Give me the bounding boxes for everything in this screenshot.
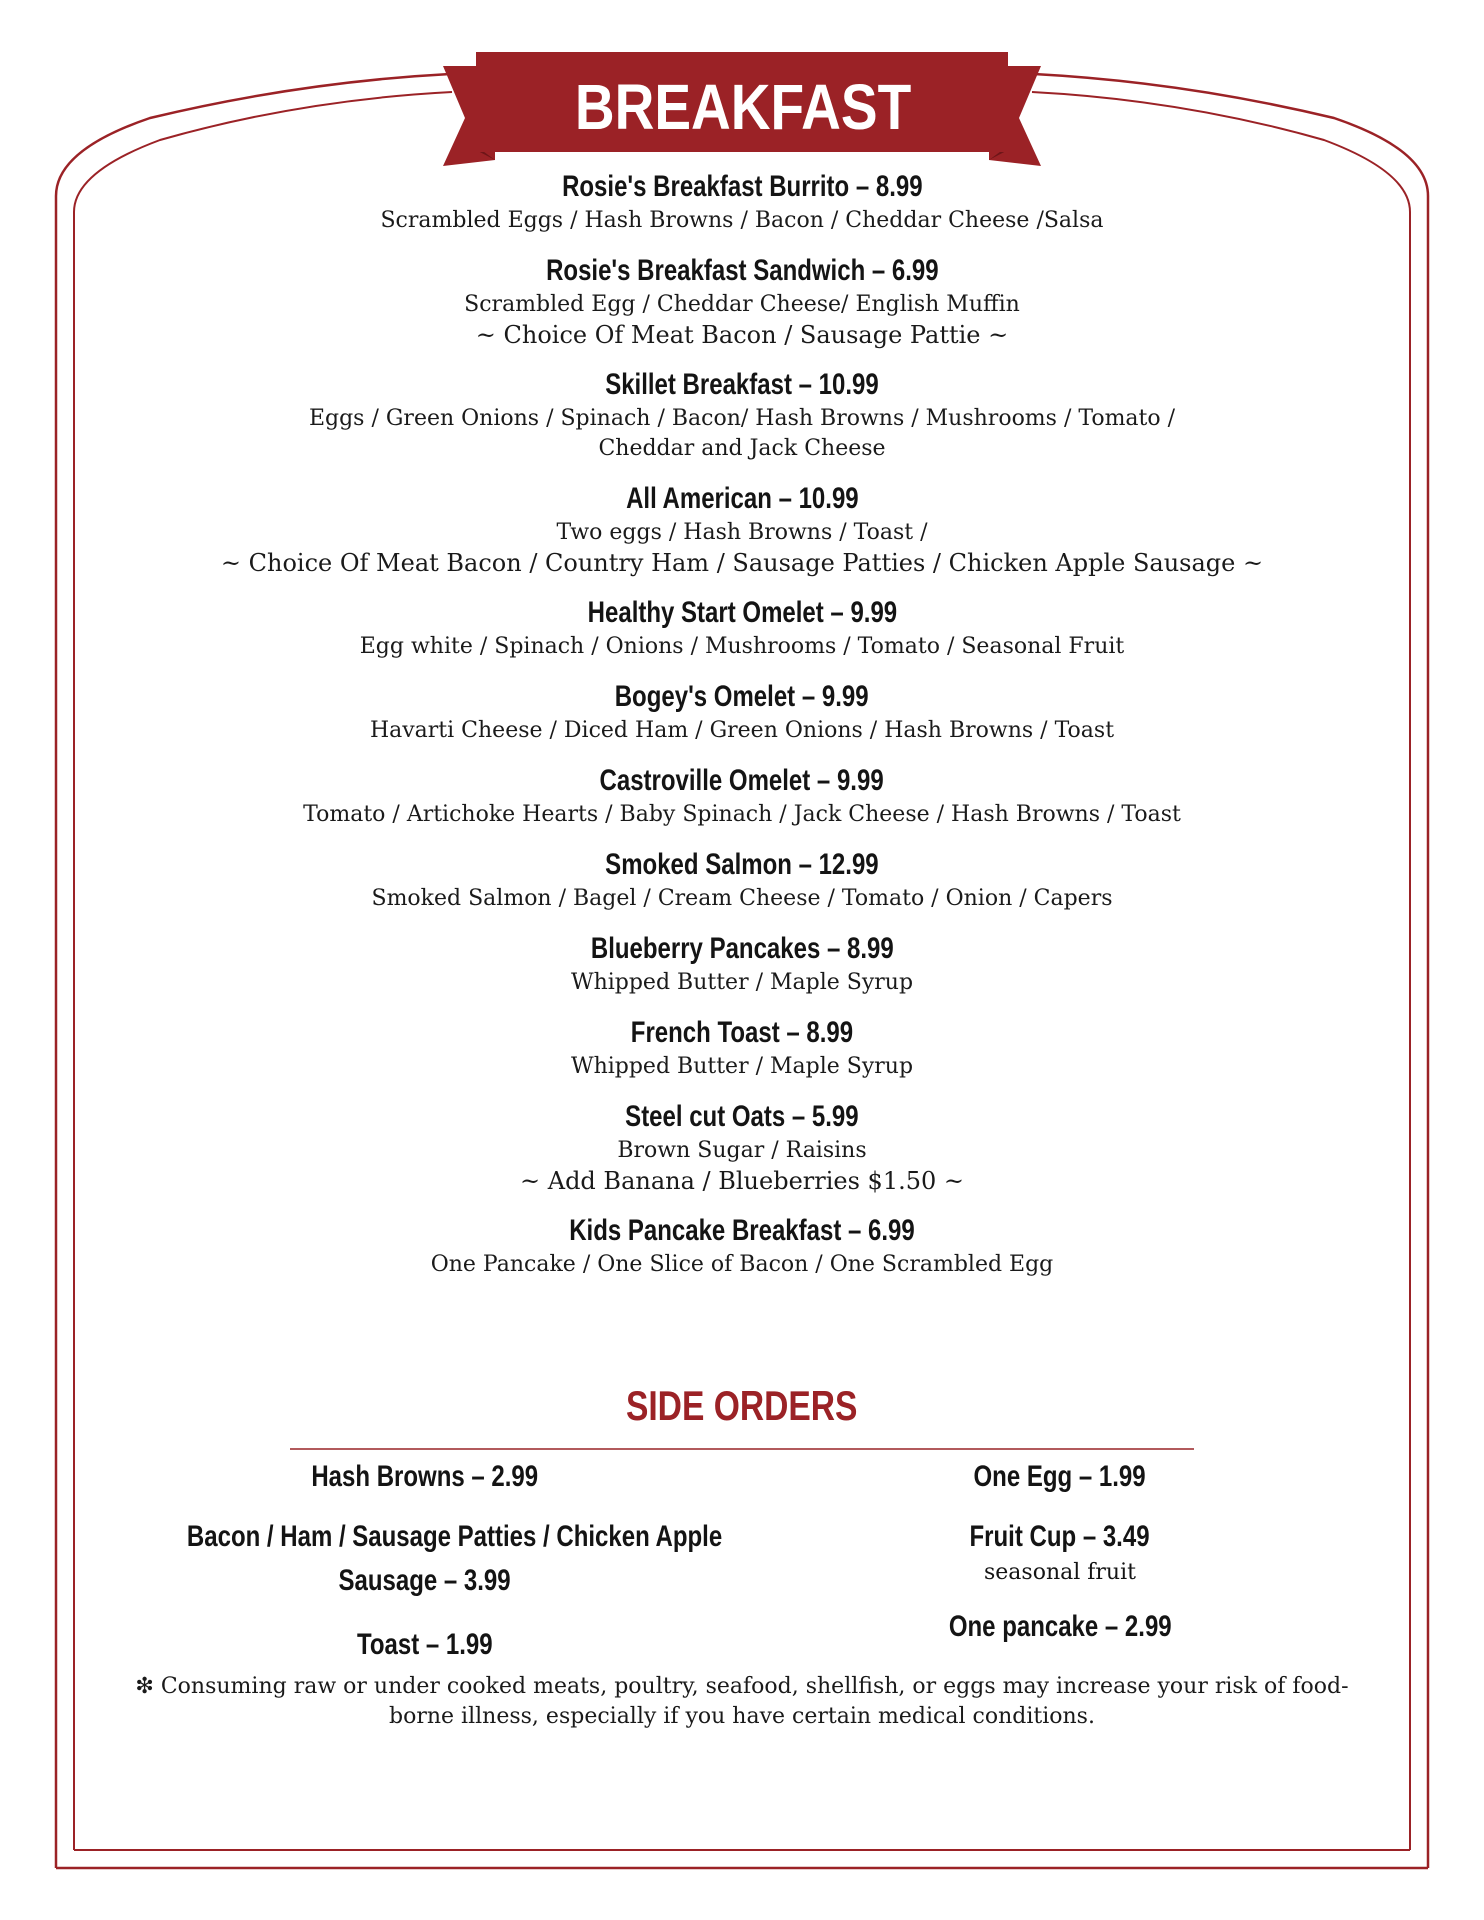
breakfast-banner-title: BREAKFAST: [574, 71, 912, 143]
menu-item-bogeys-omelet: [150, 678, 1334, 746]
menu-item-name: Steel cut Oats – 5.99: [625, 1100, 859, 1133]
side-one-pancake-label: One pancake – 2.99: [948, 1610, 1172, 1643]
menu-item-name: Healthy Start Omelet – 9.99: [587, 596, 897, 629]
menu-item-sandwich: [150, 252, 1334, 350]
menu-item-description: Havarti Cheese / Diced Ham / Green Onions / Hash Browns / Toast: [369, 718, 1115, 743]
menu-item-name: Kids Pancake Breakfast – 6.99: [569, 1214, 915, 1247]
menu-item-extra: ~ Add Banana / Blueberries $1.50 ~: [520, 1167, 964, 1195]
side-orders-heading: [0, 1382, 1484, 1430]
menu-item-description: One Pancake / One Slice of Bacon / One Scrambled Egg: [430, 1252, 1054, 1277]
food-safety-disclaimer: ❇ Consuming raw or under cooked meats, poultry, seafood, shellfish, or eggs may increase your risk of food-borne illness, especially if you have certain medical conditions.: [135, 1674, 1349, 1729]
menu-item-name: Skillet Breakfast – 10.99: [605, 368, 879, 401]
menu-item-name: Smoked Salmon – 12.99: [605, 848, 879, 881]
menu-item-extra: ~ Choice Of Meat Bacon / Sausage Pattie ~: [475, 321, 1009, 349]
menu-item-burrito: [150, 168, 1334, 236]
menu-item-steel-cut-oats: [150, 1098, 1334, 1196]
menu-item-healthy-start: [150, 594, 1334, 662]
breakfast-menu-list: [150, 168, 1334, 1296]
menu-item-description: Smoked Salmon / Bagel / Cream Cheese / Tomato / Onion / Capers: [371, 886, 1113, 911]
menu-item-description: Whipped Butter / Maple Syrup: [570, 1054, 914, 1079]
menu-item-description: Scrambled Egg / Cheddar Cheese/ English Muffin: [464, 292, 1020, 317]
menu-item-all-american: [150, 480, 1334, 578]
menu-item-castroville-omelet: [150, 762, 1334, 830]
side-one-egg-label: One Egg – 1.99: [973, 1460, 1147, 1493]
side-one-egg: [900, 1460, 1220, 1494]
menu-item-description: Tomato / Artichoke Hearts / Baby Spinach / Jack Cheese / Hash Browns / Toast: [303, 802, 1181, 827]
menu-item-description: Egg white / Spinach / Onions / Mushrooms / Tomato / Seasonal Fruit: [359, 634, 1125, 659]
side-fruit-cup-note: seasonal fruit: [984, 1560, 1136, 1585]
menu-item-name: Castroville Omelet – 9.99: [599, 764, 885, 797]
menu-item-description: Brown Sugar / Raisins: [617, 1138, 867, 1163]
menu-item-kids-pancake: [150, 1212, 1334, 1280]
menu-item-description: Scrambled Eggs / Hash Browns / Bacon / Cheddar Cheese /Salsa: [380, 208, 1104, 233]
menu-item-name: Bogey's Omelet – 9.99: [615, 680, 869, 713]
menu-item-skillet: [150, 366, 1334, 464]
side-toast: [250, 1628, 600, 1662]
menu-item-smoked-salmon: [150, 846, 1334, 914]
menu-item-extra: ~ Choice Of Meat Bacon / Country Ham / Sausage Patties / Chicken Apple Sausage ~: [220, 549, 1264, 577]
side-orders-divider: [290, 1448, 1194, 1450]
side-meats-line1: Bacon / Ham / Sausage Patties / Chicken Apple: [186, 1520, 723, 1553]
side-orders-heading-text: SIDE ORDERS: [626, 1382, 858, 1429]
side-fruit-cup: [900, 1520, 1220, 1585]
menu-item-blueberry-pancakes: [150, 930, 1334, 998]
menu-item-name: French Toast – 8.99: [630, 1016, 854, 1049]
side-hash-browns: [250, 1460, 600, 1494]
side-meats: [120, 1520, 730, 1598]
side-fruit-cup-label: Fruit Cup – 3.49: [969, 1520, 1151, 1553]
menu-item-name: Rosie's Breakfast Burrito – 8.99: [561, 170, 923, 203]
menu-item-description: Two eggs / Hash Browns / Toast /: [556, 520, 928, 545]
side-meats-line2: Sausage – 3.99: [338, 1564, 512, 1597]
menu-item-description: Whipped Butter / Maple Syrup: [570, 970, 914, 995]
side-toast-label: Toast – 1.99: [357, 1628, 493, 1661]
side-hash-browns-label: Hash Browns – 2.99: [311, 1460, 539, 1493]
menu-item-name: Rosie's Breakfast Sandwich – 6.99: [545, 254, 939, 287]
menu-item-description: Eggs / Green Onions / Spinach / Bacon/ Hash Browns / Mushrooms / Tomato / Cheddar and Jack Cheese: [308, 406, 1176, 461]
menu-item-name: Blueberry Pancakes – 8.99: [590, 932, 894, 965]
menu-item-french-toast: [150, 1014, 1334, 1082]
menu-item-name: All American – 10.99: [625, 482, 859, 515]
side-one-pancake: [900, 1610, 1220, 1644]
